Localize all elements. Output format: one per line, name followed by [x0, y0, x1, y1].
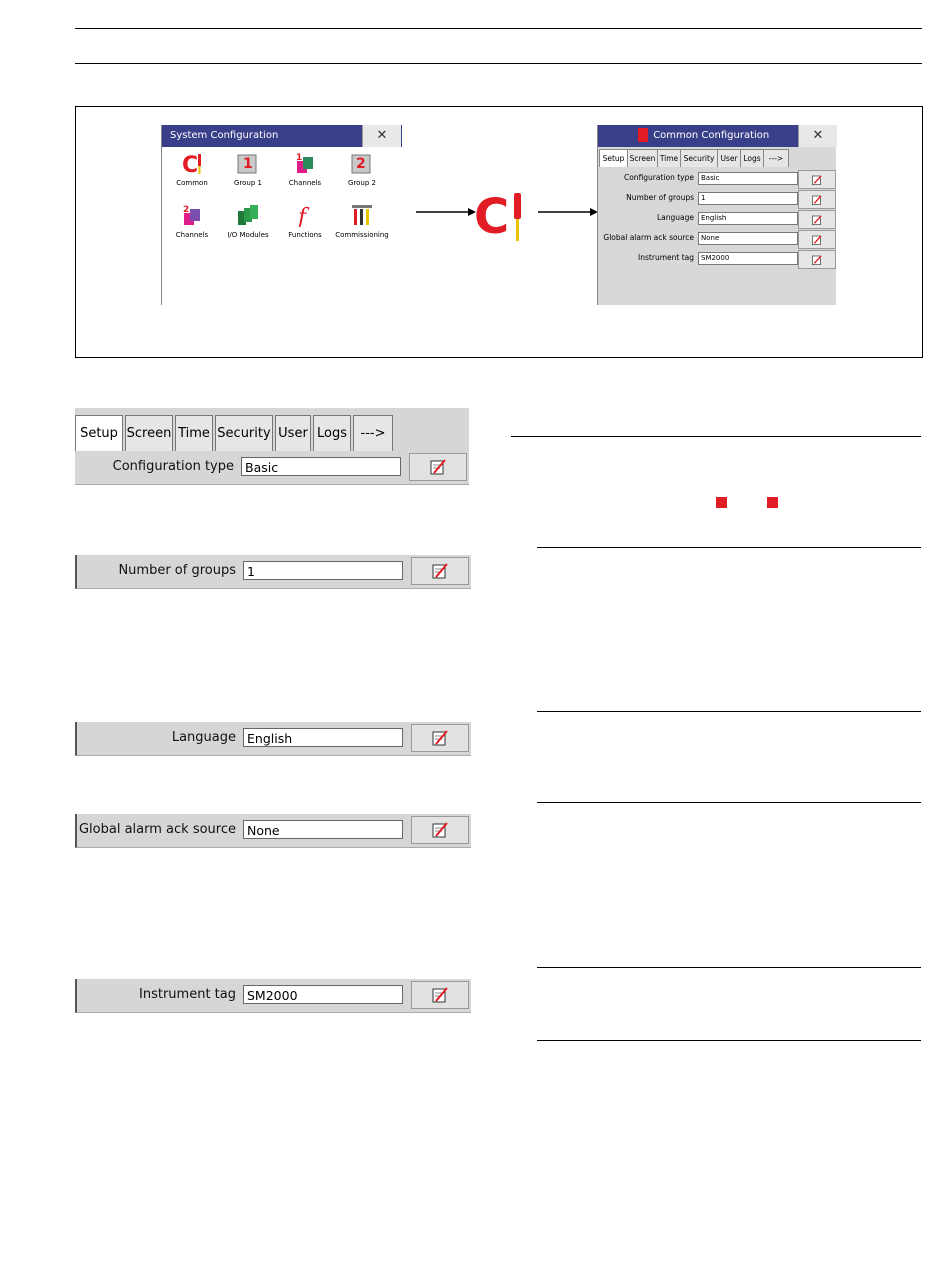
tab-security[interactable]: Security [215, 415, 273, 451]
setting-label: Global alarm ack source [78, 822, 236, 837]
setting-field[interactable]: 1 [698, 192, 798, 205]
language-field[interactable]: English [243, 728, 403, 747]
red-marker [767, 497, 778, 508]
setting-field[interactable]: None [698, 232, 798, 245]
edit-button[interactable] [409, 453, 467, 481]
tab-logs[interactable]: Logs [740, 149, 764, 167]
svg-text:1: 1 [243, 156, 253, 172]
edit-button[interactable] [411, 981, 469, 1009]
edit-icon [431, 729, 449, 747]
setting-field[interactable]: SM2000 [698, 252, 798, 265]
channels2-icon-item[interactable] [162, 203, 222, 239]
setting-row [598, 189, 836, 209]
tab-logs[interactable]: Logs [313, 415, 351, 451]
icon-label: Channels [175, 231, 209, 239]
instrument-tag-row [75, 979, 471, 1013]
edit-icon [429, 458, 447, 476]
overview-figure [75, 106, 923, 358]
setting-label: Instrument tag [638, 253, 694, 262]
tab-setup[interactable]: Setup [75, 415, 123, 451]
number-of-groups-field[interactable]: 1 [243, 561, 403, 580]
edit-icon [811, 174, 823, 186]
group2-icon [350, 151, 374, 175]
channels-icon [293, 151, 317, 175]
configuration-type-field[interactable]: Basic [241, 457, 401, 476]
header-rule-bottom [75, 63, 922, 64]
svg-text:2: 2 [183, 205, 190, 215]
edit-button[interactable] [798, 210, 836, 229]
tab-screen[interactable]: Screen [627, 149, 658, 167]
io-modules-icon-item[interactable] [218, 203, 278, 239]
section-rule [537, 1040, 921, 1041]
edit-button[interactable] [798, 170, 836, 189]
icon-label: Channels [288, 179, 322, 187]
svg-text:C: C [182, 153, 199, 175]
group2-icon-item[interactable] [332, 151, 392, 187]
setting-row [598, 249, 836, 269]
edit-icon [811, 214, 823, 226]
tab-bar [75, 408, 469, 451]
tab-time[interactable]: Time [657, 149, 681, 167]
icon-label: Group 2 [348, 179, 376, 187]
edit-button[interactable] [798, 250, 836, 269]
functions-icon [293, 203, 317, 227]
commissioning-icon [350, 203, 374, 227]
setting-row [598, 169, 836, 189]
section-rule [537, 802, 921, 803]
svg-text:f: f [298, 205, 307, 227]
setting-label: Language [171, 730, 236, 745]
channels2-icon [180, 203, 204, 227]
configuration-type-row [75, 451, 469, 485]
red-marker [716, 497, 727, 508]
number-of-groups-row [75, 555, 471, 589]
edit-icon [431, 821, 449, 839]
setting-field[interactable]: English [698, 212, 798, 225]
svg-text:1: 1 [296, 153, 303, 163]
tab-time[interactable]: Time [175, 415, 213, 451]
setting-label: Configuration type [112, 459, 234, 474]
section-rule [537, 547, 921, 548]
tab-screen[interactable]: Screen [125, 415, 173, 451]
edit-button[interactable] [798, 190, 836, 209]
arrow-icon [538, 205, 598, 219]
svg-text:2: 2 [356, 156, 366, 172]
setting-row [598, 229, 836, 249]
edit-icon [811, 254, 823, 266]
window-title-text: Common Configuration [653, 130, 770, 141]
icon-label: I/O Modules [227, 231, 269, 239]
setting-label: Number of groups [626, 193, 694, 202]
setting-label: Configuration type [623, 173, 694, 182]
group1-icon [236, 151, 260, 175]
icon-label: Common [176, 179, 208, 187]
language-row [75, 722, 471, 756]
edit-icon [431, 986, 449, 1004]
tab-user[interactable]: User [717, 149, 741, 167]
system-configuration-window [161, 125, 402, 305]
tab-setup[interactable]: Setup [599, 149, 628, 167]
setting-label: Instrument tag [139, 987, 236, 1002]
section-rule [537, 967, 921, 968]
edit-button[interactable] [411, 816, 469, 844]
close-button[interactable]: ✕ [798, 125, 837, 147]
instrument-tag-field[interactable]: SM2000 [243, 985, 403, 1004]
setting-field[interactable]: Basic [698, 172, 798, 185]
setting-label: Number of groups [118, 563, 236, 578]
setting-label: Language [656, 213, 694, 222]
svg-text:C: C [474, 189, 510, 241]
tab-security[interactable]: Security [680, 149, 718, 167]
tab-more[interactable]: ---> [763, 149, 789, 167]
close-button[interactable]: ✕ [362, 125, 401, 147]
icon-label: Group 1 [234, 179, 262, 187]
channels-icon-item[interactable] [275, 151, 335, 187]
section-rule [511, 436, 921, 437]
edit-icon [431, 562, 449, 580]
functions-icon-item[interactable] [275, 203, 335, 239]
common-icon-item[interactable] [162, 151, 222, 187]
window-title: System Configuration [162, 125, 402, 147]
edit-button[interactable] [411, 557, 469, 585]
common-icon [180, 151, 204, 175]
edit-button[interactable] [798, 230, 836, 249]
global-alarm-ack-source-field[interactable]: None [243, 820, 403, 839]
group1-icon-item[interactable] [218, 151, 278, 187]
setting-label: Global alarm ack source [603, 233, 694, 242]
tab-user[interactable]: User [275, 415, 311, 451]
edit-button[interactable] [411, 724, 469, 752]
edit-icon [811, 234, 823, 246]
edit-icon [811, 194, 823, 206]
icon-label: Commissioning [335, 231, 389, 239]
icon-label: Functions [288, 231, 322, 239]
common-mini-icon [638, 128, 648, 142]
commissioning-icon-item[interactable] [332, 203, 392, 239]
arrow-icon [416, 205, 476, 219]
header-rule-top [75, 28, 922, 29]
setting-row [598, 209, 836, 229]
io-modules-icon [236, 203, 260, 227]
common-configuration-window [597, 125, 836, 305]
section-rule [537, 711, 921, 712]
tab-more[interactable]: ---> [353, 415, 393, 451]
common-large-icon [474, 189, 530, 241]
global-alarm-ack-source-row [75, 814, 471, 848]
